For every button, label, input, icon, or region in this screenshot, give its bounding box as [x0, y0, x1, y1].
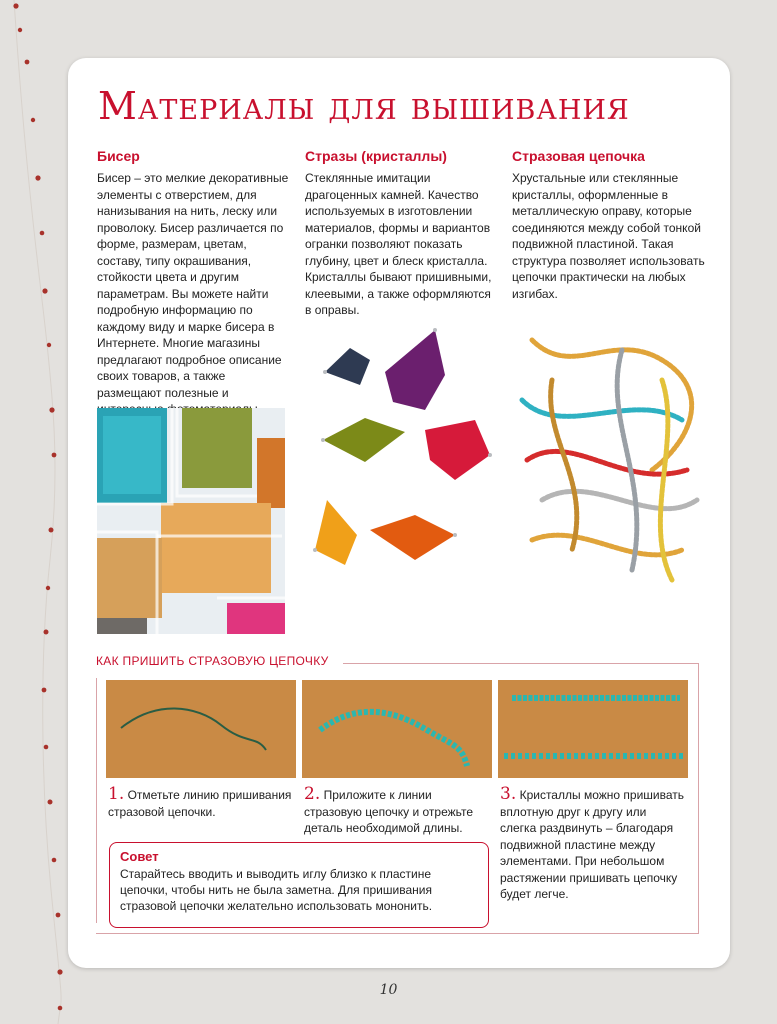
- divider: [96, 933, 699, 934]
- tip-box: [109, 842, 489, 928]
- divider: [96, 678, 97, 923]
- section-rhinestone-chain: [512, 148, 707, 302]
- content-card: [68, 58, 730, 968]
- step-number: 1.: [108, 784, 125, 804]
- tip-heading: Совет: [120, 849, 159, 864]
- step-number: 2.: [304, 784, 321, 804]
- section-beads: [97, 148, 292, 434]
- step-text: Приложите к линии стразовую цепочку и отрежьте деталь необходимой длины.: [304, 788, 474, 835]
- step-text: Кристаллы можно пришивать вплотную друг к другу или слегка раздвинуть – благодаря подвижной пластине между элементами. При небольшом растяжении пришивать цепочку будет легче.: [500, 788, 684, 901]
- step-number: 3.: [500, 784, 517, 804]
- section-text: Стеклянные имитации драгоценных камней. Качество используемых в изготовлении материалов, формы и вариантов огранки позволяют показать глубину, цвет и блеск кристалла. Кристаллы бывают пришивными, клеевыми, а также оформляются в оправы.: [305, 171, 492, 317]
- step-text: Отметьте линию пришивания стразовой цепочки.: [108, 788, 292, 819]
- divider: [698, 663, 699, 933]
- section-heading: Стразовая цепочка: [512, 148, 645, 164]
- section-text: Хрустальные или стеклянные кристаллы, оформленные в металлическую оправу, которые соединяются между собой тонкой подвижной пластиной. Такая структура позволяет использовать цепочки практически на любых изгибах.: [512, 171, 705, 301]
- how-to-label: КАК ПРИШИТЬ СТРАЗОВУЮ ЦЕПОЧКУ: [96, 654, 329, 668]
- page-title: Материалы для вышивания: [98, 84, 630, 128]
- divider: [343, 663, 699, 664]
- page-number: 10: [379, 982, 398, 998]
- section-text: Бисер – это мелкие декоративные элементы с отверстием, для нанизывания на нить, леску или проволоку. Бисер различается по форме, размерам, цветам, составу, типу окрашивания, стойкости цвета и другим параметрам. Вы можете найти подробную информацию по каждому виду и марке бисера в Интернете. Многие магазины предлагают подробное описание своих товаров, а также размещают полезные и: [97, 171, 289, 400]
- crystals-photo: [305, 320, 500, 610]
- step-1-photo: [106, 680, 296, 778]
- step-2-photo: [302, 680, 492, 778]
- rhinestone-chain-photo: [512, 320, 704, 610]
- step-2: [304, 786, 489, 837]
- section-heading: Бисер: [97, 148, 140, 164]
- section-rhinestones: [305, 148, 500, 319]
- beads-photo: [97, 408, 285, 634]
- section-heading: Стразы (кристаллы): [305, 148, 447, 164]
- step-3-photo: [498, 680, 688, 778]
- tip-text: Старайтесь вводить и выводить иглу близко к пластине цепочки, чтобы нить не была заметна. Для пришивания стразовой цепочки желательно использовать мононить.: [120, 867, 433, 913]
- step-1: [108, 786, 293, 820]
- step-3: [500, 786, 685, 903]
